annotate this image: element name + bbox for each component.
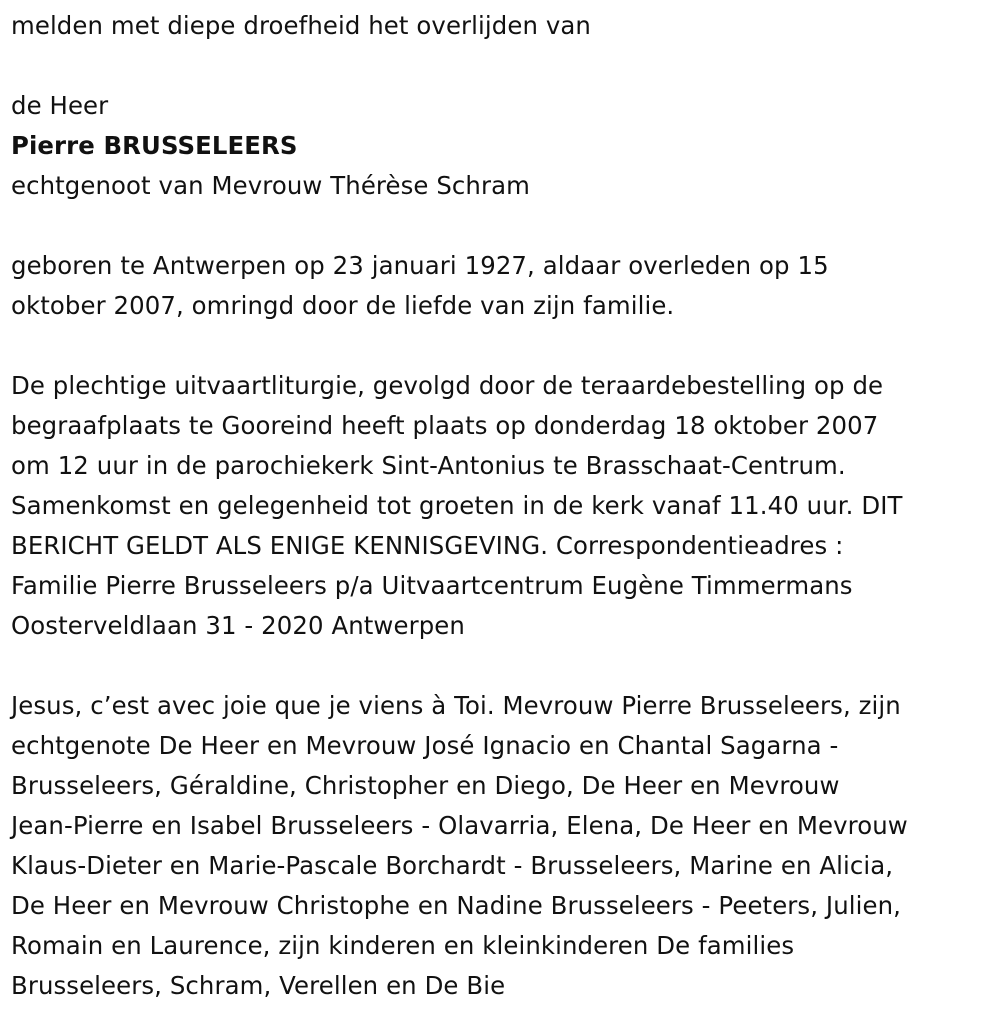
spacer <box>11 326 991 366</box>
family-paragraph <box>11 686 991 1006</box>
paragraph-line: Jesus, c’est avec joie que je viens à Toi. Mevrouw Pierre Brusseleers, zijn <box>11 691 901 720</box>
paragraph-line: Brusseleers, Schram, Verellen en De Bie <box>11 971 506 1000</box>
paragraph-line: Brusseleers, Géraldine, Christopher en Diego, De Heer en Mevrouw <box>11 771 840 800</box>
spacer <box>11 206 991 246</box>
paragraph-line: Klaus-Dieter en Marie-Pascale Borchardt - Brusseleers, Marine en Alicia, <box>11 851 894 880</box>
paragraph-line: begraafplaats te Gooreind heeft plaats op donderdag 18 oktober 2007 <box>11 411 879 440</box>
paragraph-line: om 12 uur in de parochiekerk Sint-Antonius te Brasschaat-Centrum. <box>11 451 846 480</box>
paragraph-line: Familie Pierre Brusseleers p/a Uitvaartcentrum Eugène Timmermans <box>11 571 853 600</box>
paragraph-line: Samenkomst en gelegenheid tot groeten in de kerk vanaf 11.40 uur. DIT <box>11 491 903 520</box>
honorific: de Heer <box>11 91 109 120</box>
paragraph-line: geboren te Antwerpen op 23 januari 1927, aldaar overleden op 15 <box>11 251 829 280</box>
spacer <box>11 46 991 86</box>
intro-text: melden met diepe droefheid het overlijden van <box>11 11 591 40</box>
spacer <box>11 646 991 686</box>
paragraph-line: BERICHT GELDT ALS ENIGE KENNISGEVING. Correspondentieadres : <box>11 531 844 560</box>
paragraph-line: oktober 2007, omringd door de liefde van zijn familie. <box>11 291 675 320</box>
paragraph-line: Jean-Pierre en Isabel Brusseleers - Olavarria, Elena, De Heer en Mevrouw <box>11 811 908 840</box>
death-notice <box>11 0 991 1006</box>
paragraph-line: Oosterveldlaan 31 - 2020 Antwerpen <box>11 611 465 640</box>
paragraph-line: De Heer en Mevrouw Christophe en Nadine Brusseleers - Peeters, Julien, <box>11 891 901 920</box>
deceased-name: Pierre BRUSSELEERS <box>11 131 298 160</box>
ceremony-paragraph <box>11 366 991 646</box>
paragraph-line: De plechtige uitvaartliturgie, gevolgd door de teraardebestelling op de <box>11 371 884 400</box>
birth-death-paragraph <box>11 246 991 326</box>
paragraph-line: Romain en Laurence, zijn kinderen en kleinkinderen De families <box>11 931 795 960</box>
spouse-line: echtgenoot van Mevrouw Thérèse Schram <box>11 171 530 200</box>
paragraph-line: echtgenote De Heer en Mevrouw José Ignacio en Chantal Sagarna - <box>11 731 839 760</box>
